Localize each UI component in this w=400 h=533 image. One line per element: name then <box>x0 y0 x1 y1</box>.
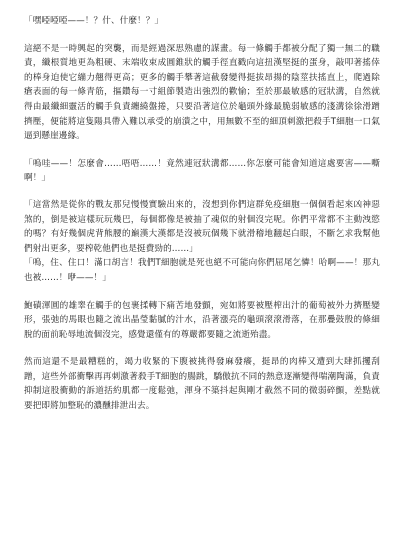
paragraph-3: 「嗚哇——！怎麼會……唔唔……！竟然連冠狀溝都……你怎麼可能會知道這處要害——嘶啊！」 <box>24 158 380 184</box>
paragraph-1: 「嘿啞啞啞——！？什、什麼！？」 <box>24 16 164 26</box>
paragraph-6: 鮑磧渾圓的雄睾在觸手的包裹揉轉下痛苦地發顫，宛如將要被壓榨出汁的葡萄被外力擠壓變形，張弛的馬眼也隨之流出晶瑩黏膩的汁水，沿著漲亮的龜頭滾滾滑落，在那疊鼓殷的條細脫的面前恥辱地流個沒完，感覺還僅有的尊嚴都要隨之流逝殆盡。 <box>24 300 380 340</box>
paragraph-gap <box>24 286 380 299</box>
paragraph-5: 「嗚，住、住口！滿口胡言！我們T細胞就是死也絕不可能向你們屈尾乞憐！哈啊——！那丸也被……！咿——！」 <box>24 258 380 283</box>
paragraph-4: 「這當然是從你的戰友那兒慢慢實驗出來的，沒想到你們這群免疫細胞一個個看起來凶神惡煞的，倒是被這樣玩玩幾巴，每個都像是被抽了魂似的射個沒完呢。你們平常都不主動洩慾的嗎？有好幾個虎背熊腰的巔漢大漢都是沒被玩個幾下就滑稽地翻起白眼，不斷乞求我幫他們射出更多，要榨乾他們也是挺費勁的……」 <box>24 199 380 254</box>
paragraph-gap <box>24 342 380 355</box>
paragraph-gap <box>24 29 380 42</box>
paragraph-2: 這絕不是一時興起的突襲，而是經過深思熟慮的謀畫。每一條觸手都被分配了獨一無二的職責，纖根質地更為粗硬、末端收束成圓錐狀的觸手徑直戳向這扭漢堅挺的蛋身，敲叩著搖倖的棒身迫使它繃力翹得更高；更多的觸手攀著這截發變得挺拔昂揚的陰莖扶搖直上，爬過除瘡表面的每一條青筋，摳鑽每一寸組節製造出強烈的歡愉；至於那最敏感的冠狀溝，自然就得由最纖細靈活的觸手負責纏繞盤捲，只要沿著這位於龜頭外緣最脆弱敏感的淺溝徐徐滑蹭擠壓，便能將這隻陽具帶入難以承受的崩潰之中，用無數不至的細頂刺激把殺手T細胞一口氣逼到懸崖邊緣。 <box>24 43 380 142</box>
paragraph-gap <box>24 144 380 157</box>
paragraph-gap <box>24 186 380 198</box>
paragraph-7: 然而這還不是最糟糕的，竭力收緊的下腹被挑得發麻發癢，挺昂的肉棒又遭到大肆抓攫刮蹭，這些外部衝擊再再刺激著殺手T細胞的腸跳，驕傲抗不同的熱意逐漸變得喘潮陶滿，負責抑制這股衝動的訴道括約肌都一度鬆弛，渾身不築抖起與剛才截然不同的微弱碎顫，差點就要把即將加整恥的濃醺排泄出去。 <box>24 357 380 412</box>
